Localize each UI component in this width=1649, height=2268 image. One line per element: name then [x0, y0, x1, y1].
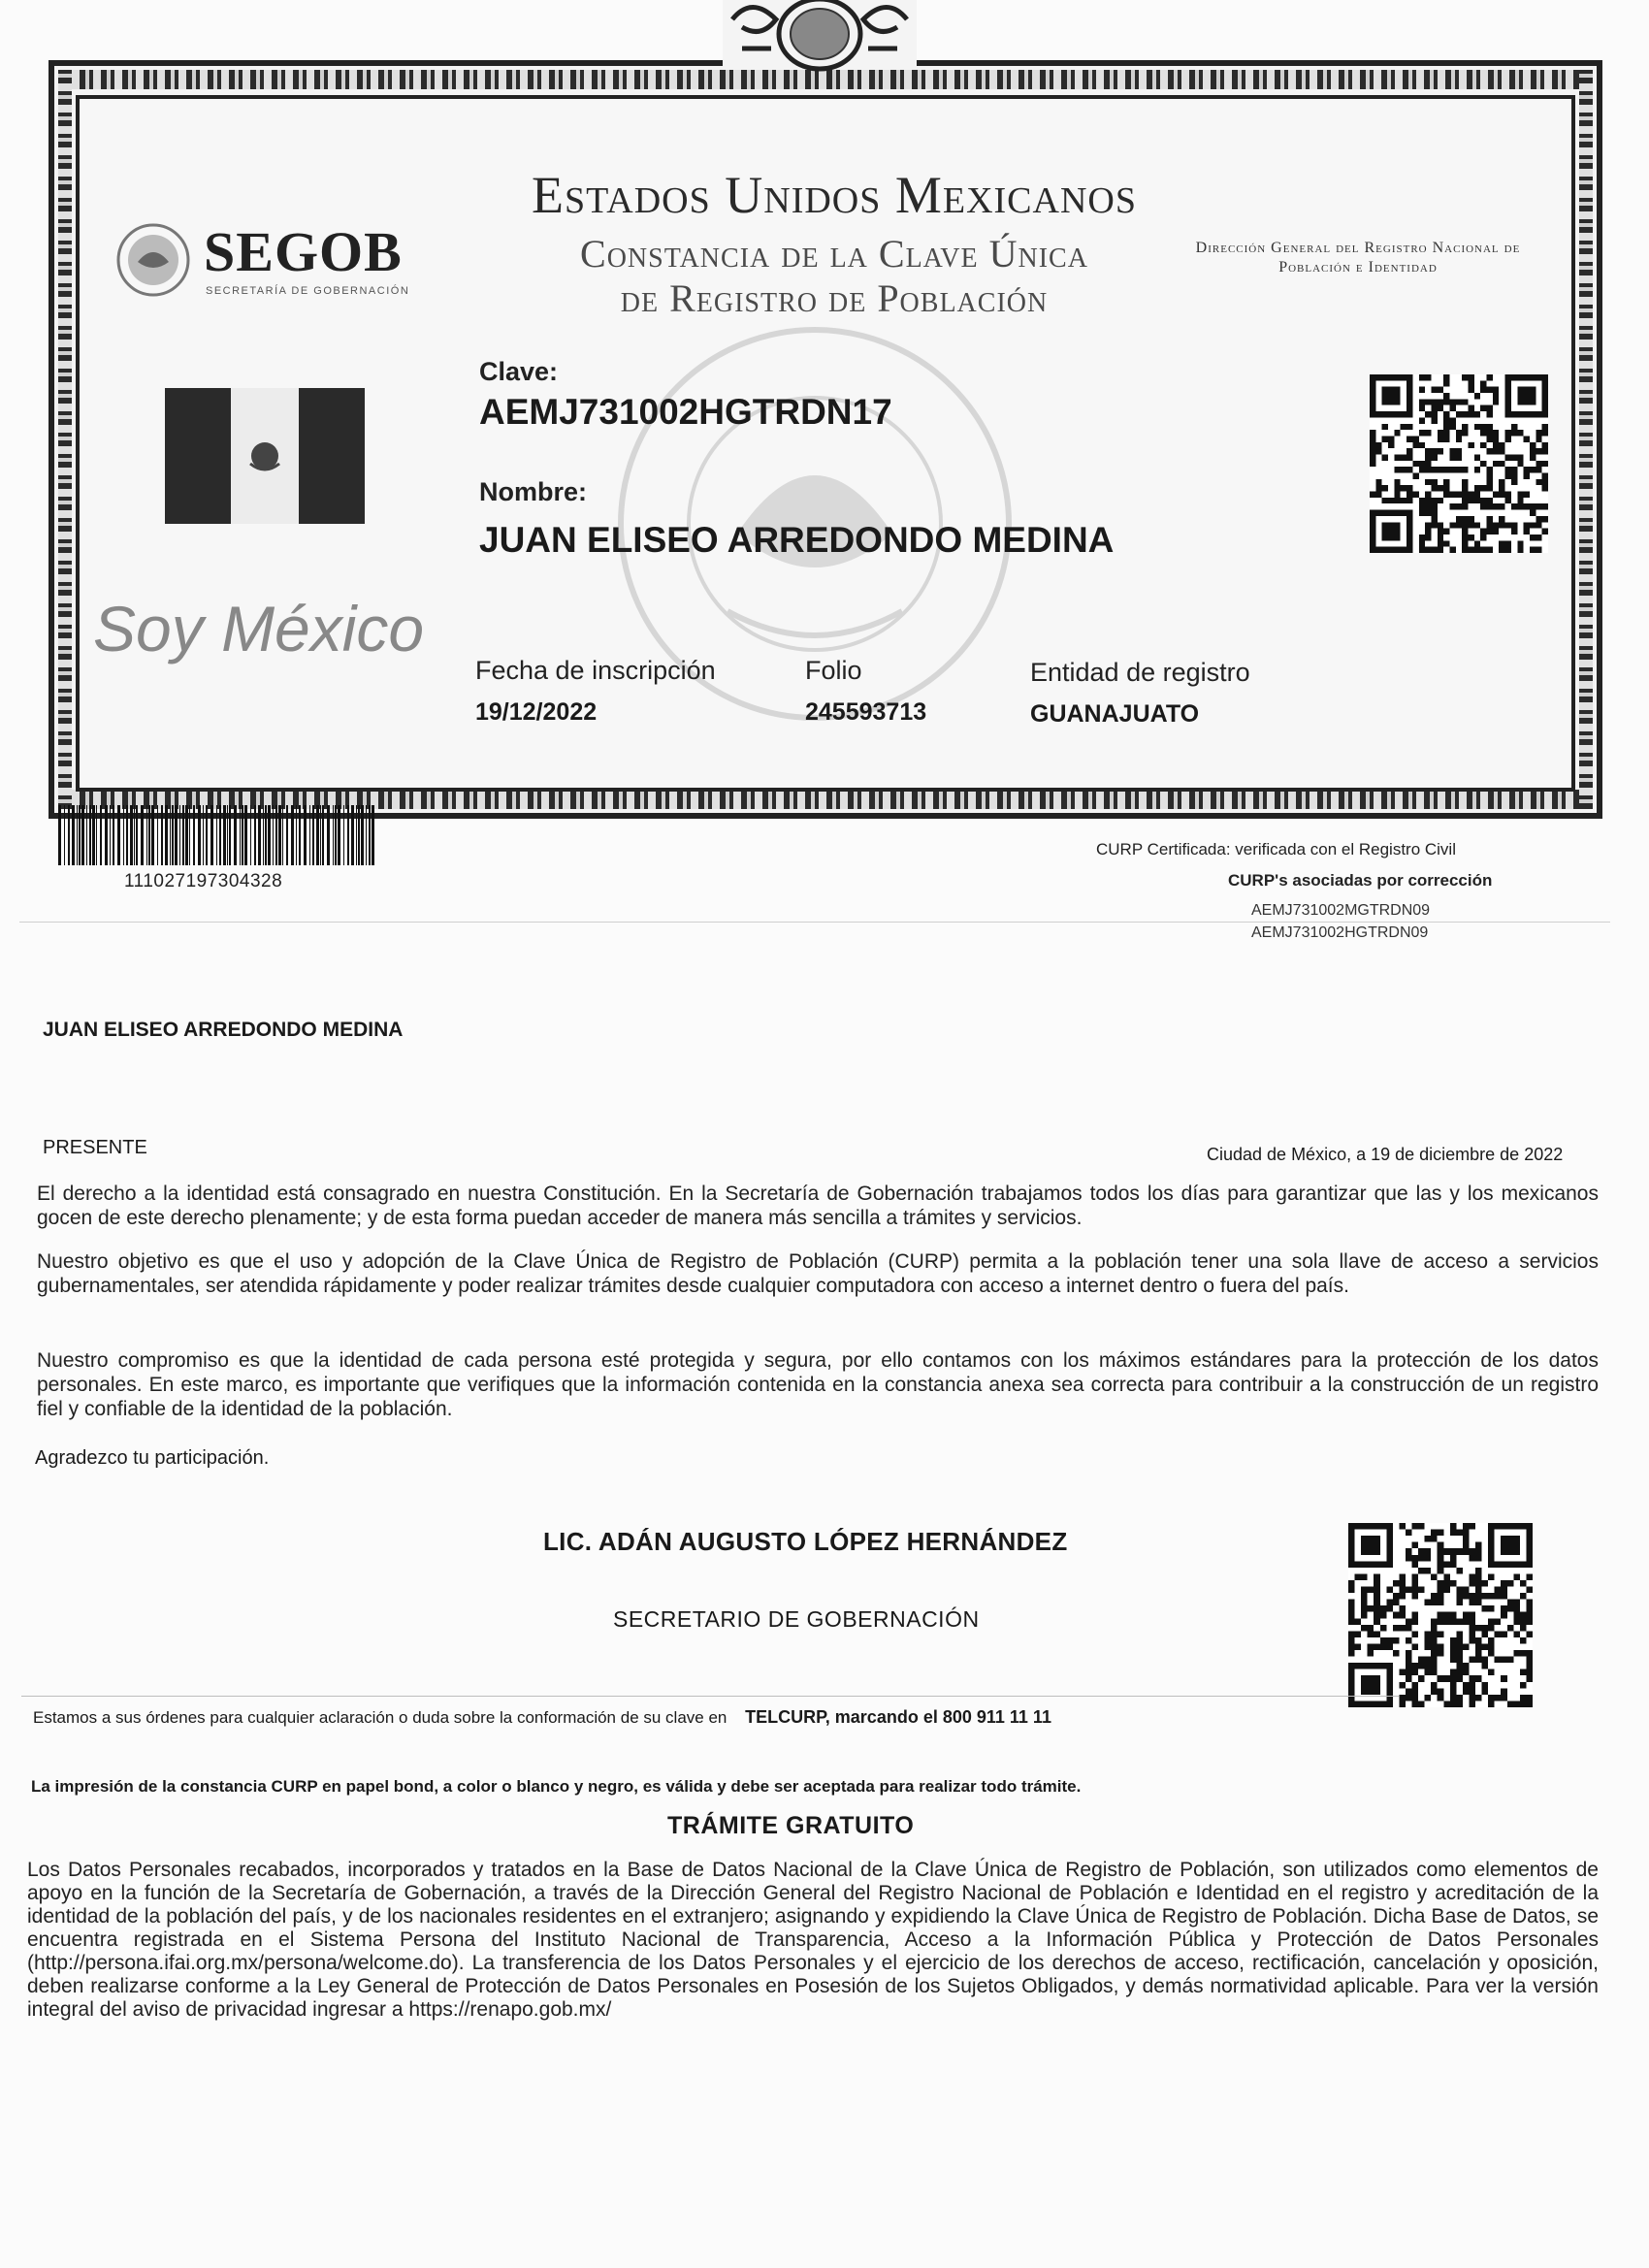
- document-subtitle-line2: de Registro de Población: [620, 276, 1049, 320]
- signatory-name: LIC. ADÁN AUGUSTO LÓPEZ HERNÁNDEZ: [543, 1527, 1068, 1556]
- telcurp-phone: TELCURP, marcando el 800 911 11 11: [745, 1707, 1051, 1727]
- letter-paragraph: Nuestro objetivo es que el uso y adopción de la Clave Única de Registro de Población (CURP) permita a la población tener una sola llave de acceso a servicios gubernamentales, ser atendida rápidamente y poder realizar trámites desde cualquier computadora con acceso a internet dentro o fuera del país.: [37, 1250, 1599, 1297]
- clave-label: Clave:: [479, 357, 559, 386]
- associated-curp-item: AEMJ731002MGTRDN09: [1251, 902, 1431, 919]
- signatory-title: SECRETARIO DE GOBERNACIÓN: [613, 1606, 980, 1632]
- salutation: PRESENTE: [43, 1137, 147, 1158]
- segob-logo-text: SEGOB: [204, 220, 403, 283]
- privacy-notice: Los Datos Personales recabados, incorporados y tratados en la Base de Datos Nacional de la Clave Única de Registro de Población, son utilizados como elementos de apoyo en la función de la Secretaría de Gobernación, a través de la Dirección General del Registro Nacional de Población e Identidad en el registro y acreditación de la identidad de la población del país, y de los nacionales residentes en el extranjero; asignando y expidiendo la Clave Única de Registro de Población. Dicha Base de Datos, se encuentra registrada en el Sistema Persona del Instituto Nacional de Transparencia, Acceso a la Información Pública y Protección de Datos Personales (http://persona.ifai.org.mx/persona/welcome.do). La transferencia de los Datos Personales y el ejercicio de los derechos de acceso, rectificación, cancelación y oposición, deben realizarse conforme a la Ley General de Protección de Datos Personales en Posesión de los Sujetos Obligados, y demás normatividad aplicable. Para ver la versión integral del aviso de privacidad ingresar a https://renapo.gob.mx/: [27, 1859, 1599, 2021]
- divider: [19, 922, 1610, 923]
- fecha-inscripcion-value: 19/12/2022: [475, 698, 598, 726]
- qr-code-icon: [1370, 374, 1548, 553]
- letter-date: Ciudad de México, a 19 de diciembre de 2022: [1207, 1145, 1564, 1164]
- nombre-value: JUAN ELISEO ARREDONDO MEDINA: [479, 520, 1115, 560]
- national-crest-icon: [723, 0, 917, 78]
- soy-mexico-slogan: Soy México: [93, 593, 425, 664]
- telcurp-text: Estamos a sus órdenes para cualquier aclaración o duda sobre la conformación de su clave en: [33, 1708, 728, 1727]
- telcurp-notice: [33, 1707, 1051, 1728]
- qr-code-icon: [1348, 1523, 1533, 1707]
- document-title: Estados Unidos Mexicanos: [532, 166, 1137, 224]
- entidad-registro-value: GUANAJUATO: [1030, 700, 1200, 728]
- entidad-registro-label: Entidad de registro: [1030, 658, 1250, 687]
- fecha-inscripcion-label: Fecha de inscripción: [475, 656, 716, 685]
- folio-value: 245593713: [805, 698, 927, 726]
- free-procedure-heading: TRÁMITE GRATUITO: [667, 1812, 915, 1839]
- associated-curp-item: AEMJ731002HGTRDN09: [1251, 924, 1429, 941]
- nombre-label: Nombre:: [479, 477, 588, 506]
- segob-seal-icon: [114, 221, 192, 299]
- greek-border-right: [1579, 70, 1593, 809]
- greek-border-left: [58, 70, 72, 809]
- segob-logo-subtitle: SECRETARÍA DE GOBERNACIÓN: [206, 285, 410, 297]
- letter-paragraph: El derecho a la identidad está consagrado en nuestra Constitución. En la Secretaría de Gobernación trabajamos todos los días para garantizar que las y los mexicanos gocen de este derecho plenamente; y de esta forma puedan acceder de manera más sencilla a trámites y servicios.: [37, 1183, 1599, 1229]
- folio-label: Folio: [805, 656, 862, 685]
- document-subtitle-line1: Constancia de la Clave Única: [580, 232, 1088, 275]
- curp-certified-note: CURP Certificada: verificada con el Registro Civil: [1096, 840, 1456, 859]
- associated-curps-label: CURP's asociadas por corrección: [1228, 871, 1493, 890]
- divider: [21, 1696, 1399, 1697]
- issuing-office: Dirección General del Registro Nacional de Población e Identidad: [1195, 240, 1521, 275]
- clave-value: AEMJ731002HGTRDN17: [479, 392, 892, 432]
- closing-line: Agradezco tu participación.: [35, 1447, 270, 1469]
- letter-paragraph: Nuestro compromiso es que la identidad de cada persona esté protegida y segura, por ello contamos con los máximos estándares para la protección de los datos personales. En este marco, es importante que verifiques que la información contenida en la constancia anexa sea correcta para contribuir a la construcción de un registro fiel y confiable de la identidad de la población.: [37, 1349, 1599, 1420]
- print-validity-notice: La impresión de la constancia CURP en papel bond, a color o blanco y negro, es válida y debe ser aceptada para realizar todo trámite.: [31, 1777, 1082, 1796]
- barcode-number: 111027197304328: [124, 871, 283, 891]
- recipient-name: JUAN ELISEO ARREDONDO MEDINA: [43, 1019, 404, 1041]
- barcode-icon: [56, 805, 376, 865]
- mexico-flag-icon: [165, 388, 365, 524]
